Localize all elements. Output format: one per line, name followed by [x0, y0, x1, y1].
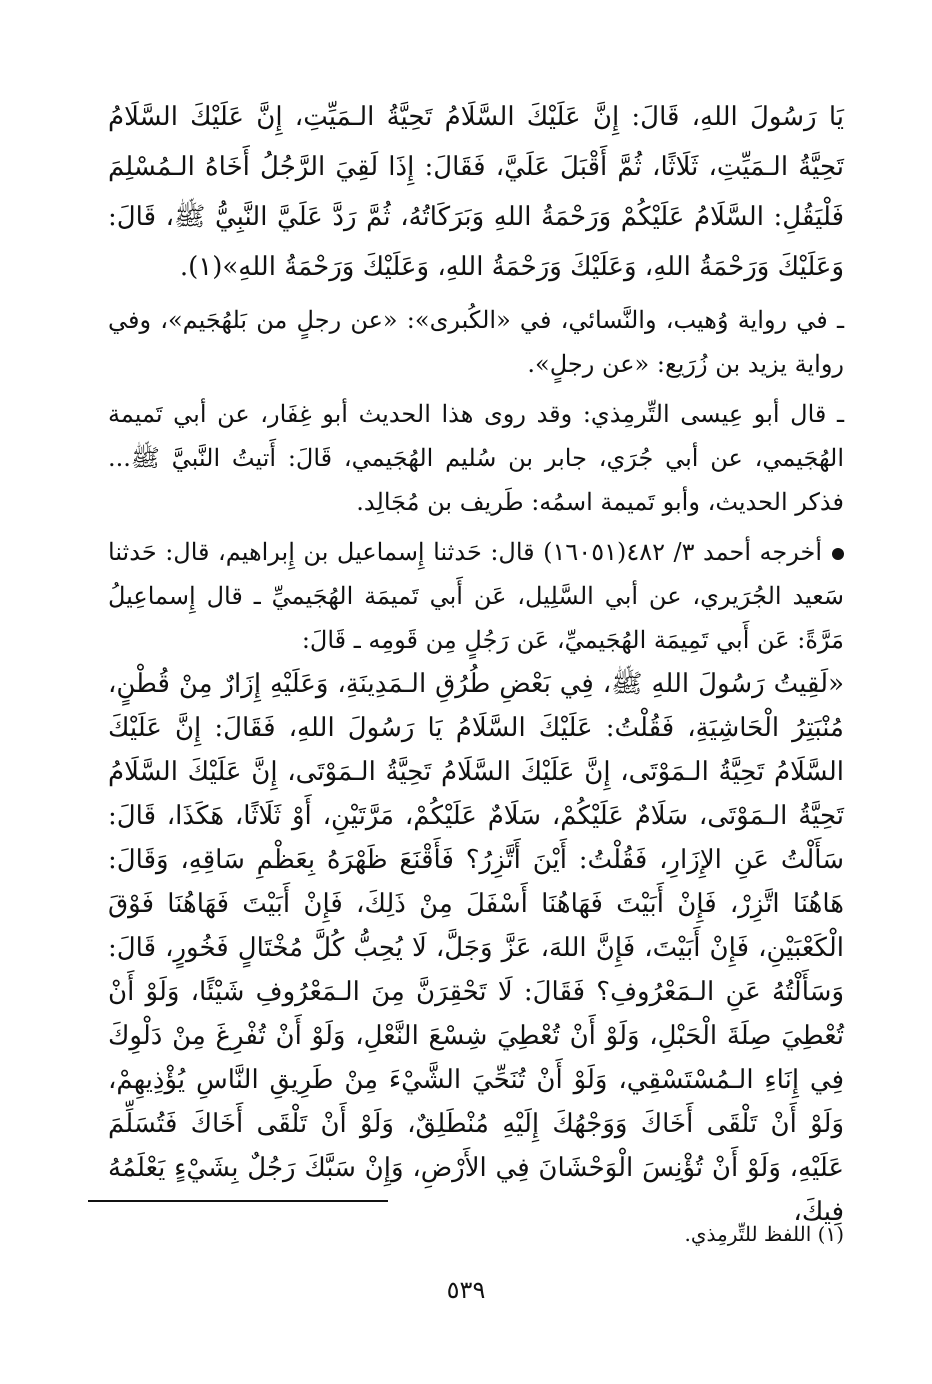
footnote-divider: [88, 1200, 388, 1202]
narration-note-paragraph: ـ في رواية وُهيب، والنَّسائي، في «الكُبرى»: «عن رجلٍ من بَلهُجَيم»، وفي رواية يزيد بن زُرَيع: «عن رجلٍ».: [108, 306, 844, 378]
page-body: [108, 92, 844, 1240]
hadith-paragraph-1: يَا رَسُولَ اللهِ، قَالَ: إِنَّ عَلَيْكَ السَّلَامُ تَحِيَّةُ الـمَيِّتِ، إِنَّ عَلَيْكَ السَّلَامُ تَحِيَّةُ الـمَيِّتِ، ثَلَاثًا، ثُمَّ أَقْبَلَ عَلَيَّ، فَقَالَ: إِذَا لَقِيَ الرَّجُلُ أَخَاهُ الـمُسْلِمَ فَلْيَقُلِ: السَّلَامُ عَلَيْكُمْ وَرَحْمَةُ اللهِ وَبَرَكَاتُهُ، ثُمَّ رَدَّ عَلَيَّ النَّبِيُّ ﷺ، قَالَ: وَعَلَيْكَ وَرَحْمَةُ اللهِ، وَعَلَيْكَ وَرَحْمَةُ اللهِ، وَعَلَيْكَ وَرَحْمَةُ اللهِ»(١).: [108, 102, 844, 282]
bullet-icon: [832, 548, 844, 560]
page-number: ٥٣٩: [446, 1276, 486, 1304]
tirmidhi-note-paragraph: ـ قال أبو عِيسى التِّرمِذي: وقد روى هذا الحديث أبو غِفَار، عن أبي تَميمة الهُجَيمي، عن أبي جُرَي، جابر بن سُليم الهُجَيمي، قَالَ: أَتيتُ النَّبيَّ ﷺ... فذكر الحديث، وأبو تَميمة اسمُه: طَريف بن مُجَالِد.: [108, 400, 844, 516]
takhrij-paragraph: [108, 530, 844, 662]
takhrij-text: أخرجه أحمد ٣/ ٤٨٢(١٦٠٥١) قال: حَدثنا إِسماعيل بن إِبراهيم، قال: حَدثنا سَعيد الجُرَيري، عن أبي السَّلِيل، عَن أَبي تَميمَة الهُجَيميِّ ـ قال إِسماعِيلُ مَرَّةً: عَن أَبي تَمِيمَة الهُجَيميِّ، عَن رَجُلٍ مِن قَومِه ـ قَالَ:: [108, 538, 844, 654]
hadith-paragraph-2: «لَقِيتُ رَسُولَ اللهِ ﷺ، فِي بَعْضِ طُرُقِ الـمَدِينَةِ، وَعَلَيْهِ إِزَارٌ مِنْ قُطْنٍ، مُنْبَتِرُ الْحَاشِيَةِ، فَقُلْتُ: عَلَيْكَ السَّلَامُ يَا رَسُولَ اللهِ، فَقَالَ: إِنَّ عَلَيْكَ السَّلَامُ تَحِيَّةُ الـمَوْتَى، إِنَّ عَلَيْكَ السَّلَامُ تَحِيَّةُ الـمَوْتَى، إِنَّ عَلَيْكَ السَّلَامُ تَحِيَّةُ الـمَوْتَى، سَلَامٌ عَلَيْكُمْ، سَلَامٌ عَلَيْكُمْ، مَرَّتَيْنِ، أَوْ ثَلَاثًا، هَكَذَا، قَالَ: سَأَلْتُ عَنِ الإِزَارِ، فَقُلْتُ: أَيْنَ أَتَّزِرُ؟ فَأَقْنَعَ ظَهْرَهُ بِعَظْمِ سَاقِهِ، وَقَالَ: هَاهُنَا اتَّزِرْ، فَإِنْ أَبَيْتَ فَهَاهُنَا أَسْفَلَ مِنْ ذَلِكَ، فَإِنْ أَبَيْتَ فَهَاهُنَا فَوْقَ الْكَعْبَيْنِ، فَإِنْ أَبَيْتَ، فَإِنَّ اللهَ، عَزَّ وَجَلَّ، لَا يُحِبُّ كُلَّ مُخْتَالٍ فَخُورٍ، قَالَ: وَسَأَلْتُهُ عَنِ الـمَعْرُوفِ؟ فَقَالَ: لَا تَحْقِرَنَّ مِنَ الـمَعْرُوفِ شَيْئًا، وَلَوْ أَنْ تُعْطِيَ صِلَةَ الْحَبْلِ، وَلَوْ أَنْ تُعْطِيَ شِسْعَ النَّعْلِ، وَلَوْ أَنْ تُفْرِغَ مِنْ دَلْوِكَ فِي إِنَاءِ الـمُسْتَسْقِي، وَلَوْ أَنْ تُنَحِّيَ الشَّيْءَ مِنْ طَرِيقِ النَّاسِ يُؤْذِيهِمْ، وَلَوْ أَنْ تَلْقَى أَخَاكَ وَوَجْهُكَ إِلَيْهِ مُنْطَلِقٌ، وَلَوْ أَنْ تَلْقَى أَخَاكَ فَتُسَلِّمَ عَلَيْهِ، وَلَوْ أَنْ تُؤْنِسَ الْوَحْشَانَ فِي الأَرْضِ، وَإِنْ سَبَّكَ رَجُلٌ بِشَيْءٍ يَعْلَمُهُ فِيكَ،: [108, 669, 844, 1227]
footnote: (١) اللفظ للتِّرمِذي.: [684, 1222, 844, 1246]
